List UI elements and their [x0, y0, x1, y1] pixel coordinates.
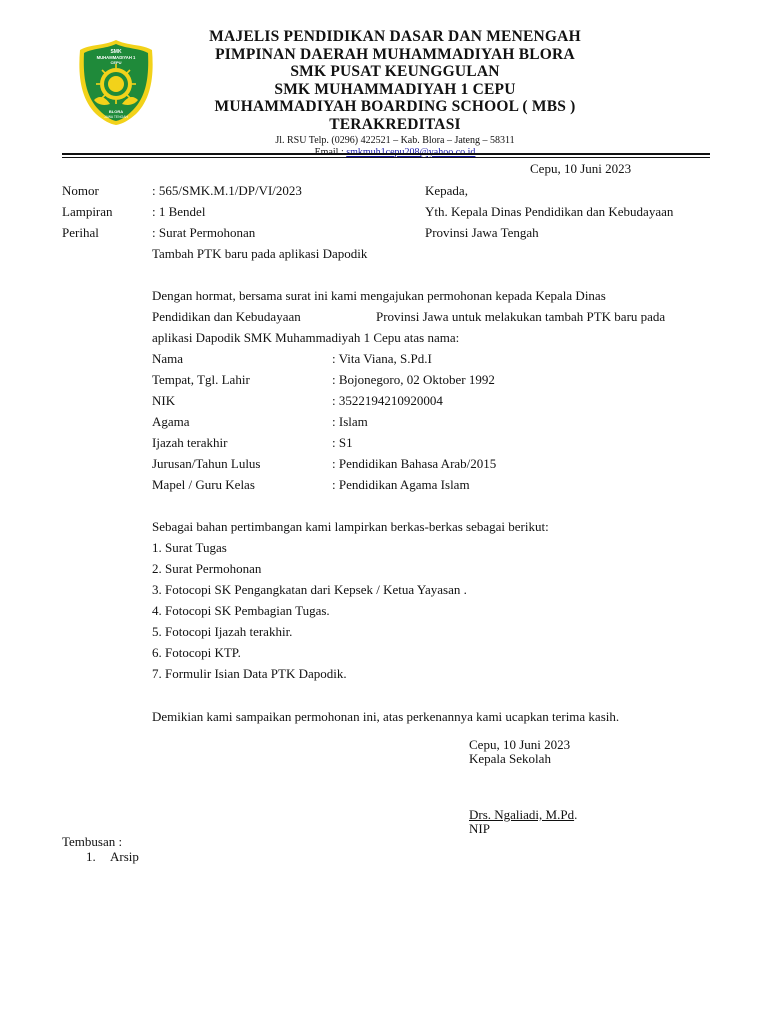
logo-text-1: SMK	[110, 49, 122, 55]
intro-line-2b: Provinsi Jawa untuk melakukan tambah PTK baru pada	[376, 309, 666, 324]
logo-text-3: CEPU	[110, 60, 122, 65]
perihal-value-2: Tambah PTK baru pada aplikasi Dapodik	[152, 246, 368, 261]
closing-sentence: Demikian kami sampaikan permohonan ini, atas perkenannya kami ucapkan terima kasih.	[152, 709, 620, 724]
header-divider-thin	[62, 157, 710, 158]
signature-name-suffix: .	[574, 807, 578, 822]
email-label: Email :	[314, 147, 347, 158]
attachment-item: 6. Fotocopi KTP.	[152, 645, 241, 660]
signature-name: Drs. Ngaliadi, M.Pd	[469, 807, 575, 822]
cc-item-number: 1.	[86, 849, 96, 864]
cc-label: Tembusan :	[62, 834, 123, 849]
attachment-item: 2. Surat Permohonan	[152, 561, 262, 576]
logo-text-5: JAWA TENGAH	[104, 115, 128, 119]
letterhead-address: Jl. RSU Telp. (0296) 422521 – Kab. Blora – Jateng – 58311	[275, 135, 515, 146]
header-divider-thick	[62, 153, 710, 155]
letterhead-line-6: TERAKREDITASI	[329, 115, 461, 133]
logo-text-4: BLORA	[108, 109, 124, 114]
school-logo	[76, 38, 156, 126]
field-label-jurusan: Jurusan/Tahun Lulus	[152, 456, 261, 471]
field-value-nama: : Vita Viana, S.Pd.I	[332, 351, 432, 366]
letterhead-line-3: SMK PUSAT KEUNGGULAN	[290, 63, 500, 80]
email-link[interactable]: smkmuh1cepu208@yahoo.co.id	[346, 147, 476, 158]
letterhead-line-4: SMK MUHAMMADIYAH 1 CEPU	[274, 80, 516, 98]
field-label-agama: Agama	[152, 414, 190, 429]
field-value-agama: : Islam	[332, 414, 368, 429]
signature-nip: NIP	[469, 821, 490, 836]
field-label-nama: Nama	[152, 351, 184, 366]
nomor-label: Nomor	[62, 183, 99, 198]
intro-line-1: Dengan hormat, bersama surat ini kami mengajukan permohonan kepada Kepala Dinas	[152, 288, 606, 303]
field-label-ttl: Tempat, Tgl. Lahir	[152, 372, 250, 387]
perihal-label: Perihal	[62, 225, 99, 240]
letterhead-line-1: MAJELIS PENDIDIKAN DASAR DAN MENENGAH	[209, 28, 581, 45]
signature-place-date: Cepu, 10 Juni 2023	[469, 737, 571, 752]
nomor-value: : 565/SMK.M.1/DP/VI/2023	[152, 183, 302, 198]
intro-line-3: aplikasi Dapodik SMK Muhammadiyah 1 Cepu atas nama:	[152, 330, 460, 345]
logo-text-2: MUHAMMADIYAH 1	[96, 55, 136, 60]
attachment-item: 7. Formulir Isian Data PTK Dapodik.	[152, 666, 347, 681]
perihal-value: : Surat Permohonan	[152, 225, 256, 240]
recipient-line-3: Provinsi Jawa Tengah	[425, 225, 539, 240]
field-value-mapel: : Pendidikan Agama Islam	[332, 477, 470, 492]
field-label-mapel: Mapel / Guru Kelas	[152, 477, 255, 492]
recipient-line-2: Yth. Kepala Dinas Pendidikan dan Kebudayaan	[425, 204, 674, 219]
signature-position: Kepala Sekolah	[469, 751, 551, 766]
attachment-item: 1. Surat Tugas	[152, 540, 227, 555]
letterhead-line-5: MUHAMMADIYAH BOARDING SCHOOL ( MBS )	[214, 98, 576, 115]
letter-date-top: Cepu, 10 Juni 2023	[530, 161, 632, 176]
field-value-ttl: : Bojonegoro, 02 Oktober 1992	[332, 372, 495, 387]
field-label-ijazah: Ijazah terakhir	[152, 435, 228, 450]
letterhead	[150, 28, 640, 159]
cc-item-text: Arsip	[110, 849, 139, 864]
letterhead-line-2: PIMPINAN DAERAH MUHAMMADIYAH BLORA	[215, 45, 575, 63]
lampiran-value: : 1 Bendel	[152, 204, 206, 219]
field-label-nik: NIK	[152, 393, 176, 408]
field-value-nik: : 3522194210920004	[332, 393, 443, 408]
lampiran-label: Lampiran	[62, 204, 113, 219]
attachment-item: 5. Fotocopi Ijazah terakhir.	[152, 624, 293, 639]
attachment-item: 3. Fotocopi SK Pengangkatan dari Kepsek / Ketua Yayasan .	[152, 582, 467, 597]
attachment-item: 4. Fotocopi SK Pembagian Tugas.	[152, 603, 330, 618]
intro-line-2a: Pendidikan dan Kebudayaan	[152, 309, 301, 324]
field-value-ijazah: : S1	[332, 435, 353, 450]
recipient-line-1: Kepada,	[425, 183, 468, 198]
field-value-jurusan: : Pendidikan Bahasa Arab/2015	[332, 456, 497, 471]
attachments-intro: Sebagai bahan pertimbangan kami lampirkan berkas-berkas sebagai berikut:	[152, 519, 549, 534]
